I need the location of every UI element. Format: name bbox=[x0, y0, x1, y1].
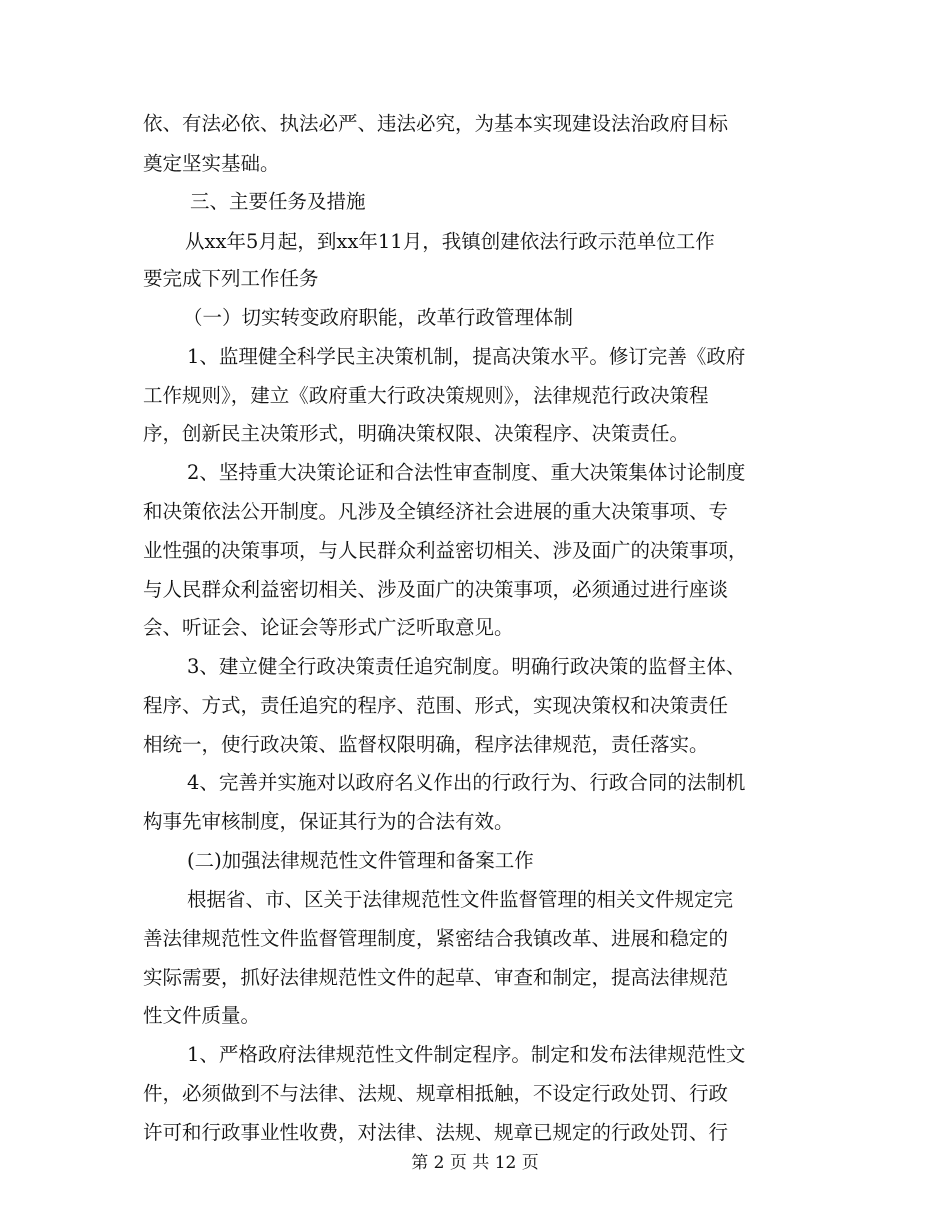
section-heading: 三、主要任务及措施 bbox=[190, 190, 366, 213]
text-line: 程序、方式，责任追究的程序、范围、形式，实现决策权和决策责任 bbox=[143, 694, 729, 717]
text-line: 要完成下列工作任务 bbox=[143, 267, 319, 290]
text-line: 相统一，使行政决策、监督权限明确，程序法律规范，责任落实。 bbox=[143, 733, 709, 756]
text-line: 奠定坚实基础。 bbox=[143, 152, 280, 175]
subsection-heading: （一）切实转变政府职能，改革行政管理体制 bbox=[183, 306, 574, 329]
text-line: 1、监理健全科学民主决策机制，提高决策水平。修订完善《政府 bbox=[187, 345, 746, 368]
text-line: 和决策依法公开制度。凡涉及全镇经济社会进展的重大决策事项、专 bbox=[143, 500, 729, 523]
text-line: 根据省、市、区关于法律规范性文件监督管理的相关文件规定完 bbox=[187, 888, 734, 911]
text-line: 序，创新民主决策形式，明确决策权限、决策程序、决策责任。 bbox=[143, 422, 690, 445]
page-number-footer: 第 2 页 共 12 页 bbox=[411, 1153, 539, 1173]
text-line: 3、建立健全行政决策责任追究制度。明确行政决策的监督主体、 bbox=[187, 655, 746, 678]
text-line: 善法律规范性文件监督管理制度，紧密结合我镇改革、进展和稳定的 bbox=[143, 927, 729, 950]
text-line: 1、严格政府法律规范性文件制定程序。制定和发布法律规范性文 bbox=[187, 1043, 746, 1066]
text-line: 件，必须做到不与法律、法规、规章相抵触，不设定行政处罚、行政 bbox=[143, 1082, 729, 1105]
text-line: 依、有法必依、执法必严、违法必究，为基本实现建设法治政府目标 bbox=[143, 112, 729, 135]
text-line: 构事先审核制度，保证其行为的合法有效。 bbox=[143, 810, 514, 833]
text-line: 工作规则》，建立《政府重大行政决策规则》，法律规范行政决策程 bbox=[143, 384, 709, 407]
text-line: 实际需要，抓好法律规范性文件的起草、审查和制定，提高法律规范 bbox=[143, 966, 729, 989]
text-line: 从xx年5月起，到xx年11月，我镇创建依法行政示范单位工作 bbox=[185, 230, 715, 253]
text-line: 业性强的决策事项，与人民群众利益密切相关、涉及面广的决策事项， bbox=[143, 539, 748, 562]
text-line: 许可和行政事业性收费，对法律、法规、规章已规定的行政处罚、行 bbox=[143, 1121, 729, 1144]
subsection-heading: (二)加强法律规范性文件管理和备案工作 bbox=[187, 849, 534, 872]
text-line: 与人民群众利益密切相关、涉及面广的决策事项，必须通过进行座谈 bbox=[143, 578, 729, 601]
text-line: 2、坚持重大决策论证和合法性审查制度、重大决策集体讨论制度 bbox=[187, 461, 746, 484]
text-line: 性文件质量。 bbox=[143, 1004, 261, 1027]
text-line: 4、完善并实施对以政府名义作出的行政行为、行政合同的法制机 bbox=[187, 771, 746, 794]
text-line: 会、听证会、论证会等形式广泛听取意见。 bbox=[143, 616, 514, 639]
